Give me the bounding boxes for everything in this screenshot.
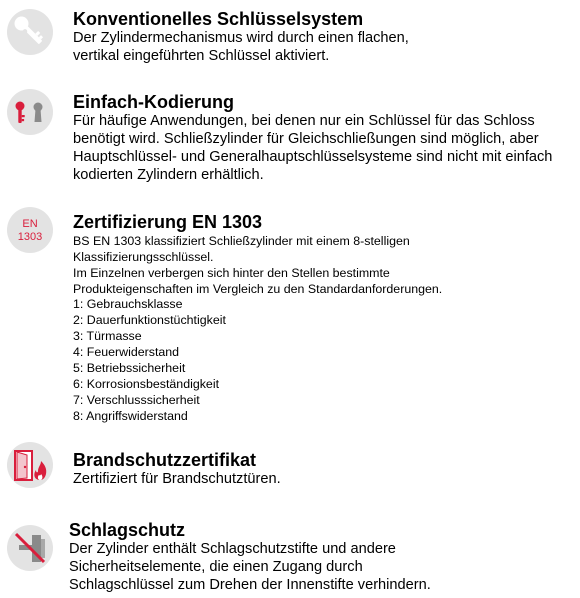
classification-digits-list [73,296,226,424]
section-title-en-1303: Zertifizierung EN 1303 [73,212,263,232]
list-item: 8: Angriffswiderstand [73,409,188,423]
list-item: 1: Gebrauchsklasse [73,297,183,311]
section-body-en-1303: BS EN 1303 klassifiziert Schließzylinder mit einem 8-stelligen Klassifizierungsschlüssel. Im Einzelnen verbergen sich hinter den Stellen bestimmte Produkteigenschaften im Vergleich zu den Standardanforderungen. [73,234,443,296]
fire-door-icon [5,440,55,490]
list-item: 5: Betriebssicherheit [73,361,186,375]
section-body-anti-snap: Der Zylinder enthält Schlagschutzstifte und andere Sicherheitselemente, die einen Zugang durch Schlagschlüssel zum Drehen der Innenstifte verhindern. [69,541,431,593]
list-item: 2: Dauerfunktionstüchtigkeit [73,313,226,327]
section-title-single-keying: Einfach-Kodierung [73,92,234,112]
anti-snap-icon [5,523,55,573]
list-item: 7: Verschlusssicherheit [73,393,200,407]
section-title-anti-snap: Schlagschutz [69,520,186,540]
single-key-lock-icon [5,87,55,137]
section-body-single-keying: Für häufige Anwendungen, bei denen nur ein Schlüssel für das Schloss benötigt wird. Schließzylinder für Gleichschließungen sind möglich, aber Hauptschlüssel- und Generalhauptschlüsselsysteme sind nicht mit einfach kodierten Zylindern erhältlich. [73,113,553,183]
list-item: 4: Feuerwiderstand [73,345,180,359]
key-icon [5,7,55,57]
section-body-fire-protection: Zertifiziert für Brandschutztüren. [73,471,281,487]
section-title-conventional-key: Konventionelles Schlüsselsystem [73,9,364,29]
en-1303-badge-icon [5,205,55,255]
section-body-conventional-key: Der Zylindermechanismus wird durch einen flachen, vertikal eingeführten Schlüssel aktiviert. [73,30,409,64]
list-item: 6: Korrosionsbeständigkeit [73,377,220,391]
section-title-fire-protection: Brandschutzzertifikat [73,450,257,470]
badge-line-1303: 1303 [17,231,43,243]
list-item: 3: Türmasse [73,329,142,343]
badge-line-en: EN [22,218,38,230]
